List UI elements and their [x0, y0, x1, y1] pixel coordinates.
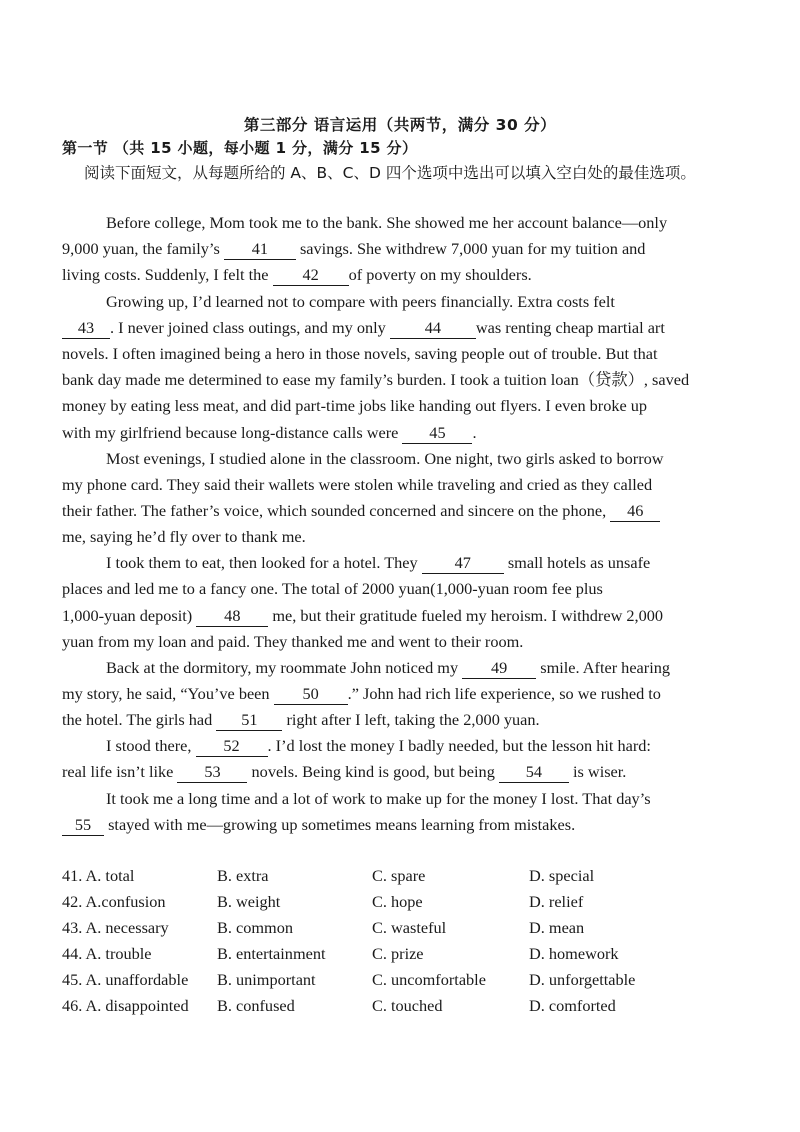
passage-line: novels. I often imagined being a hero in those novels, saving people out of trouble. But that	[62, 344, 658, 363]
passage-line: yuan from my loan and paid. They thanked me and went to their room.	[62, 632, 524, 651]
blank-48[interactable]: 48	[196, 606, 268, 627]
passage-line: Growing up, I’d learned not to compare with peers financially. Extra costs felt	[106, 292, 615, 311]
passage-line: money by eating less meat, and did part-time jobs like handing out flyers. I even broke up	[62, 396, 648, 415]
option-d[interactable]: D. relief	[529, 892, 584, 911]
section-heading: 第一节 （共 15 小题，每小题 1 分，满分 15 分）	[62, 139, 418, 157]
option-a[interactable]: 43. A. necessary	[62, 918, 169, 937]
blank-53[interactable]: 53	[177, 762, 247, 783]
passage-line: 9,000 yuan, the family’s 41 savings. She withdrew 7,000 yuan for my tuition and	[62, 239, 646, 258]
blank-46[interactable]: 46	[610, 501, 660, 522]
passage-line: their father. The father’s voice, which sounded concerned and sincere on the phone, 46	[62, 498, 742, 524]
passage-line: I stood there, 52 . I’d lost the money I badly needed, but the lesson hit hard:	[106, 736, 651, 755]
option-row-46	[62, 996, 742, 1022]
blank-43[interactable]: 43	[62, 318, 110, 339]
option-b[interactable]: B. entertainment	[217, 944, 326, 963]
passage-line: Back at the dormitory, my roommate John noticed my 49 smile. After hearing	[106, 658, 671, 677]
passage-line: the hotel. The girls had 51 right after I left, taking the 2,000 yuan.	[62, 710, 540, 729]
passage-line: me, saying he’d fly over to thank me.	[62, 527, 306, 546]
option-d[interactable]: D. unforgettable	[529, 970, 636, 989]
blank-41[interactable]: 41	[224, 239, 296, 260]
option-c[interactable]: C. spare	[372, 866, 426, 885]
passage-line: real life isn’t like 53 novels. Being kind is good, but being 54 is wiser.	[62, 762, 627, 781]
option-c[interactable]: C. touched	[372, 996, 443, 1015]
passage-line: living costs. Suddenly, I felt the 42 of poverty on my shoulders.	[62, 265, 532, 284]
option-row-43	[62, 918, 742, 944]
option-a[interactable]: 42. A.confusion	[62, 892, 166, 911]
option-c[interactable]: C. uncomfortable	[372, 970, 486, 989]
answer-options	[62, 866, 742, 1022]
blank-54[interactable]: 54	[499, 762, 569, 783]
option-c[interactable]: C. hope	[372, 892, 423, 911]
option-d[interactable]: D. mean	[529, 918, 585, 937]
blank-49[interactable]: 49	[462, 658, 536, 679]
option-b[interactable]: B. common	[217, 918, 293, 937]
passage-line: places and led me to a fancy one. The total of 2000 yuan(1,000-yuan room fee plus	[62, 579, 603, 598]
passage-line: 43 . I never joined class outings, and my only 44 was renting cheap martial art	[62, 315, 742, 341]
option-c[interactable]: C. prize	[372, 944, 424, 963]
blank-45[interactable]: 45	[402, 423, 472, 444]
option-c[interactable]: C. wasteful	[372, 918, 447, 937]
passage-line: Most evenings, I studied alone in the classroom. One night, two girls asked to borrow	[106, 449, 664, 468]
passage-line: It took me a long time and a lot of work to make up for the money I lost. That day’s	[106, 789, 651, 808]
passage-line: I took them to eat, then looked for a hotel. They 47 small hotels as unsafe	[106, 553, 651, 572]
blank-47[interactable]: 47	[422, 553, 504, 574]
passage-line: 55 stayed with me—growing up sometimes means learning from mistakes.	[62, 812, 742, 838]
passage-line: my story, he said, “You’ve been 50 .” John had rich life experience, so we rushed to	[62, 684, 661, 703]
instructions: 阅读下面短文，从每题所给的 A、B、C、D 四个选项中选出可以填入空白处的最佳选项。	[84, 164, 696, 182]
option-row-41	[62, 866, 742, 892]
blank-51[interactable]: 51	[216, 710, 282, 731]
blank-50[interactable]: 50	[274, 684, 348, 705]
passage-line: bank day made me determined to ease my family’s burden. I took a tuition loan（贷款）, saved	[62, 370, 690, 389]
page-title: 第三部分 语言运用（共两节，满分 30 分）	[243, 116, 557, 134]
option-row-42	[62, 892, 742, 918]
option-b[interactable]: B. weight	[217, 892, 281, 911]
blank-44[interactable]: 44	[390, 318, 476, 339]
option-a[interactable]: 41. A. total	[62, 866, 135, 885]
blank-52[interactable]: 52	[196, 736, 268, 757]
passage-line: 1,000-yuan deposit) 48 me, but their gratitude fueled my heroism. I withdrew 2,000	[62, 606, 664, 625]
option-d[interactable]: D. homework	[529, 944, 619, 963]
passage-line: Before college, Mom took me to the bank. She showed me her account balance—only	[106, 213, 668, 232]
option-d[interactable]: D. comforted	[529, 996, 616, 1015]
option-b[interactable]: B. unimportant	[217, 970, 316, 989]
option-d[interactable]: D. special	[529, 866, 595, 885]
passage-line: my phone card. They said their wallets were stolen while traveling and cried as they called	[62, 475, 653, 494]
option-b[interactable]: B. extra	[217, 866, 269, 885]
passage-line: with my girlfriend because long-distance calls were 45 .	[62, 423, 477, 442]
blank-42[interactable]: 42	[273, 265, 349, 286]
option-row-45	[62, 970, 742, 996]
option-row-44	[62, 944, 742, 970]
option-a[interactable]: 46. A. disappointed	[62, 996, 189, 1015]
blank-55[interactable]: 55	[62, 815, 104, 836]
option-a[interactable]: 45. A. unaffordable	[62, 970, 189, 989]
option-a[interactable]: 44. A. trouble	[62, 944, 152, 963]
option-b[interactable]: B. confused	[217, 996, 295, 1015]
